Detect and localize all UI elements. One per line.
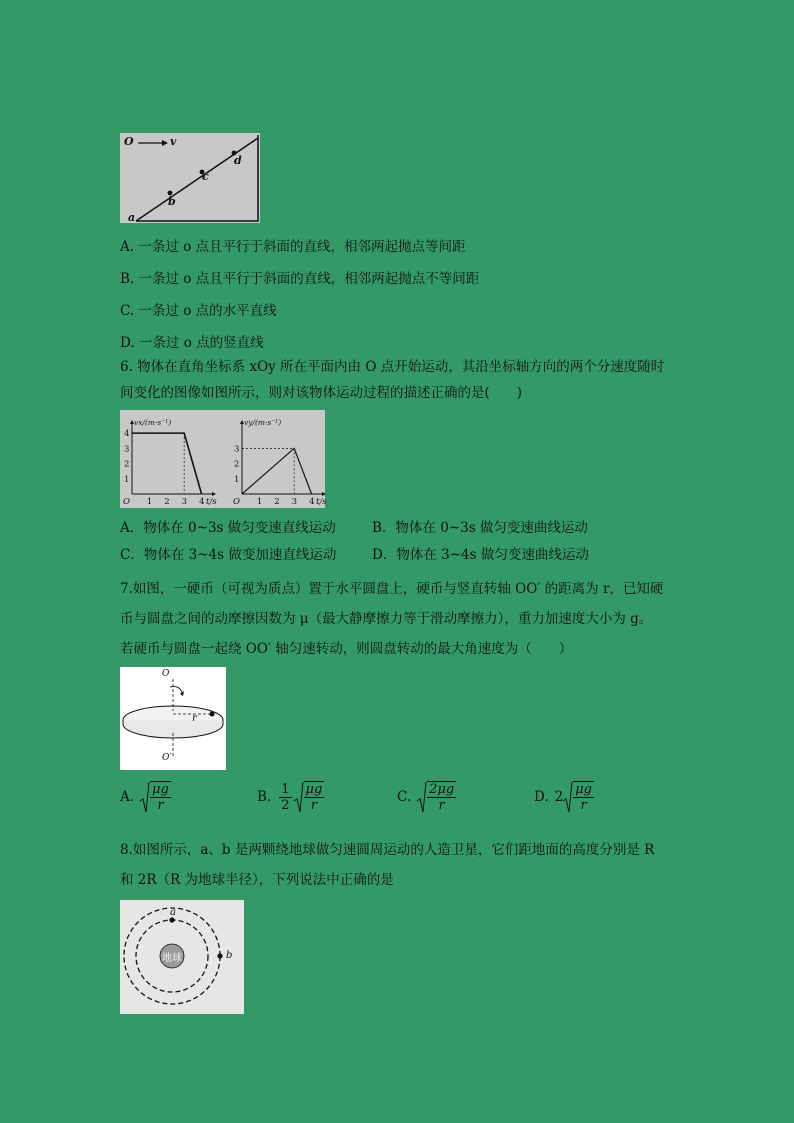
label-b: b xyxy=(168,195,176,208)
incline-figure xyxy=(120,133,260,223)
q7-option-b-letter: B. xyxy=(257,789,272,805)
x-tick-label: 3 xyxy=(291,497,298,507)
disk-label-bottom: O′ xyxy=(162,753,172,763)
label-v: v xyxy=(170,135,177,148)
q7-option-b xyxy=(257,781,324,813)
q6-option-d: D．物体在 3~4s 做匀变速曲线运动 xyxy=(372,547,589,563)
origin-label: O xyxy=(233,497,240,507)
q7-option-a xyxy=(120,781,171,813)
q6-stem-line1: 6. 物体在直角坐标系 xOy 所在平面内由 O 点开始运动，其沿坐标轴方向的两个分速度随时 xyxy=(120,359,665,375)
label-a: a xyxy=(128,211,136,224)
sqrt-symbol xyxy=(294,781,325,813)
velocity-charts-svg xyxy=(120,410,325,508)
y-axis-label: vx/(m·s⁻¹) xyxy=(134,418,172,427)
q7-stem-line3: 若硬币与圆盘一起绕 OO′ 轴匀速转动，则圆盘转动的最大角速度为（ ） xyxy=(120,641,573,657)
x-axis-label: t/s xyxy=(316,497,327,507)
sqrt-symbol xyxy=(563,781,594,813)
disk-label-r: r xyxy=(192,713,197,724)
series-line xyxy=(242,448,312,494)
q7-a-den: r xyxy=(157,798,164,813)
q7-stem-line1: 7.如图，一硬币（可视为质点）置于水平圆盘上，硬币与竖直转轴 OO′ 的距离为 r，已知硬 xyxy=(120,581,664,597)
velocity-graphs xyxy=(120,410,325,508)
x-tick-label: 1 xyxy=(146,497,153,507)
q7-b-den: r xyxy=(310,798,317,813)
series-line xyxy=(132,433,202,494)
q5-option-c: C. 一条过 o 点的水平直线 xyxy=(120,303,277,319)
q7-b-coef-den: 2 xyxy=(281,797,290,813)
q5-option-b: B. 一条过 o 点且平行于斜面的直线，相邻两起抛点不等间距 xyxy=(120,271,480,287)
q8-stem-line1: 8.如图所示，a、b 是两颗绕地球做匀速圆周运动的人造卫星，它们距地面的高度分别是 R xyxy=(120,842,655,858)
q7-a-num: μg xyxy=(152,782,169,797)
y-tick-label: 2 xyxy=(234,459,240,470)
q6-option-b: B．物体在 0~3s 做匀变速曲线运动 xyxy=(372,520,588,536)
q6-option-c: C．物体在 3~4s 做变加速直线运动 xyxy=(120,547,337,563)
q6-stem-line2: 间变化的图像如图所示，则对该物体运动过程的描述正确的是( ) xyxy=(120,385,523,401)
y-tick-label: 1 xyxy=(124,474,130,485)
x-axis-arrow xyxy=(322,492,326,496)
x-axis-label: t/s xyxy=(206,497,217,507)
x-tick-label: 4 xyxy=(199,497,205,507)
q7-option-a-letter: A. xyxy=(120,789,135,805)
satellite-a-label: a xyxy=(170,907,176,918)
earth-label: 地球 xyxy=(162,953,182,964)
q7-c-num: 2μg xyxy=(429,782,455,797)
q7-stem-line2: 币与圆盘之间的动摩擦因数为 μ（最大静摩擦力等于滑动摩擦力），重力加速度大小为 g。 xyxy=(120,611,653,627)
y-tick-label: 2 xyxy=(124,459,130,470)
y-tick-label: 4 xyxy=(124,429,130,440)
q7-d-den: r xyxy=(580,798,587,813)
q5-option-d: D. 一条过 o 点的竖直线 xyxy=(120,335,264,351)
label-o: O xyxy=(124,135,134,148)
disk-figure xyxy=(120,667,226,770)
y-axis-label: vy/(m·s⁻¹) xyxy=(244,418,282,427)
y-tick-label: 3 xyxy=(234,444,240,455)
origin-label: O xyxy=(123,497,130,507)
q7-d-coef: 2 xyxy=(554,789,564,805)
x-tick-label: 3 xyxy=(181,497,188,507)
x-axis-arrow xyxy=(212,492,216,496)
sqrt-symbol xyxy=(417,781,456,813)
q7-option-d xyxy=(534,781,594,813)
q7-c-den: r xyxy=(438,798,445,813)
q7-option-c xyxy=(397,781,456,813)
sqrt-symbol xyxy=(140,781,171,813)
y-tick-label: 3 xyxy=(124,444,130,455)
x-tick-label: 2 xyxy=(274,497,280,507)
q7-option-c-letter: C. xyxy=(397,789,412,805)
satellite-figure xyxy=(120,900,244,1014)
q7-d-num: μg xyxy=(575,782,593,797)
x-tick-label: 1 xyxy=(256,497,263,507)
y-tick-label: 1 xyxy=(234,474,240,485)
satellite-b-label: b xyxy=(226,950,233,961)
x-tick-label: 2 xyxy=(164,497,170,507)
q7-b-coef-num: 1 xyxy=(281,781,290,797)
x-tick-label: 4 xyxy=(309,497,315,507)
label-c: c xyxy=(202,170,209,183)
label-d: d xyxy=(234,154,242,167)
q7-option-d-letter: D. xyxy=(534,789,549,805)
q7-b-num: μg xyxy=(305,782,323,797)
q5-option-a: A. 一条过 o 点且平行于斜面的直线，相邻两起抛点等间距 xyxy=(120,239,466,255)
q8-stem-line2: 和 2R（R 为地球半径），下列说法中正确的是 xyxy=(120,872,394,888)
q6-option-a: A．物体在 0~3s 做匀变速直线运动 xyxy=(120,520,336,536)
disk-label-top: O xyxy=(162,669,170,679)
